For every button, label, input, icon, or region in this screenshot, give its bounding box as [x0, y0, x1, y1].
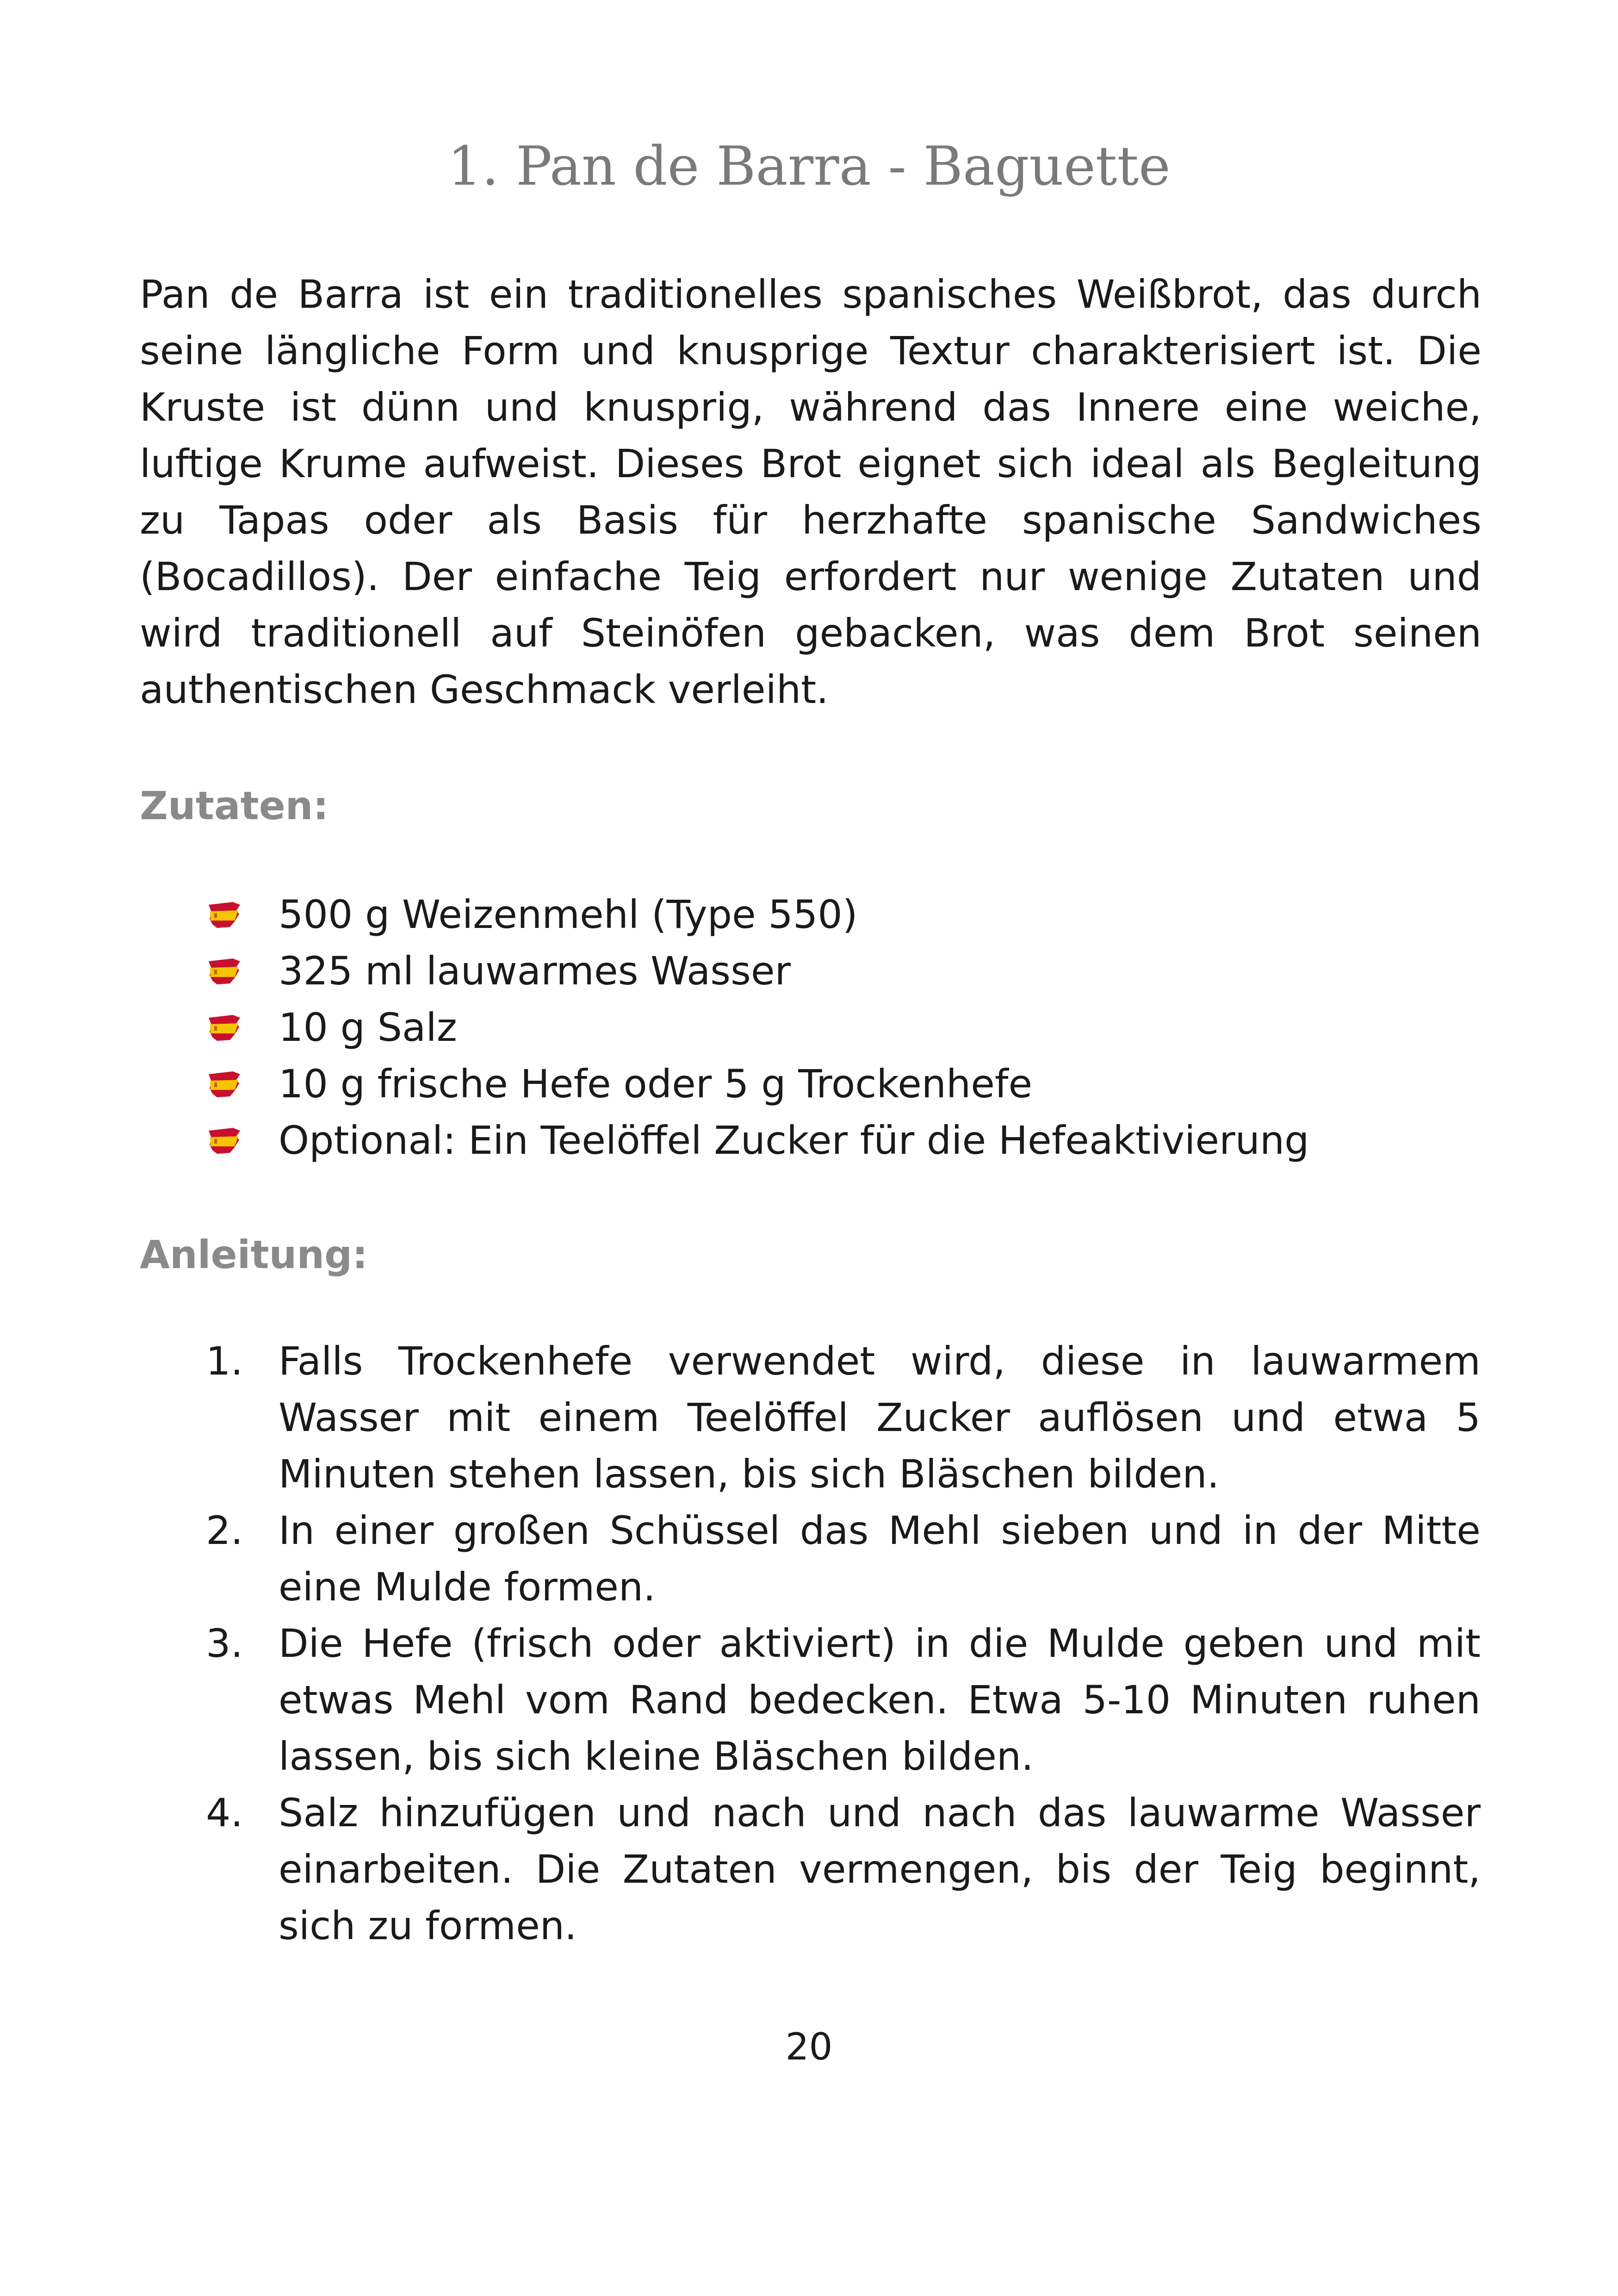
ingredient-text: 500 g Weizenmehl (Type 550)	[279, 892, 858, 937]
ingredient-text: 10 g Salz	[279, 1005, 457, 1050]
list-item	[199, 1615, 1481, 1785]
ingredient-text: 325 ml lauwarmes Wasser	[279, 948, 791, 994]
step-number: 1.	[206, 1338, 243, 1384]
list-item	[199, 999, 1481, 1056]
step-text: Salz hinzufügen und nach und nach das lauwarme Wasser einarbeiten. Die Zutaten vermengen, bis der Teig beginnt, sich zu formen.	[279, 1790, 1481, 1948]
spain-map-flag-icon	[206, 957, 243, 986]
list-item	[199, 1112, 1481, 1169]
list-item	[199, 886, 1481, 943]
ingredient-text: Optional: Ein Teelöffel Zucker für die Hefeaktivierung	[279, 1118, 1309, 1163]
page-title: 1. Pan de Barra - Baguette	[447, 135, 1171, 198]
page-number: 20	[785, 2025, 833, 2068]
instructions-list	[199, 1333, 1481, 1954]
step-text: Die Hefe (frisch oder aktiviert) in die Mulde geben und mit etwas Mehl vom Rand bedecken. Etwa 5-10 Minuten ruhen lassen, bis sich kleine Bläschen bilden.	[279, 1621, 1481, 1779]
spain-map-flag-icon	[206, 900, 243, 930]
spain-map-flag-icon	[206, 1126, 243, 1156]
step-number: 4.	[206, 1790, 243, 1836]
list-item	[199, 1333, 1481, 1502]
step-number: 2.	[206, 1508, 243, 1553]
instructions-heading: Anleitung:	[140, 1232, 368, 1277]
spain-map-flag-icon	[206, 1070, 243, 1099]
step-number: 3.	[206, 1621, 243, 1666]
step-text: In einer großen Schüssel das Mehl sieben und in der Mitte eine Mulde formen.	[279, 1508, 1481, 1610]
list-item	[199, 1502, 1481, 1615]
ingredients-list	[199, 886, 1481, 1169]
list-item	[199, 943, 1481, 999]
step-text: Falls Trockenhefe verwendet wird, diese in lauwarmem Wasser mit einem Teelöffel Zucker auflösen und etwa 5 Minuten stehen lassen, bis sich Bläschen bilden.	[279, 1338, 1481, 1497]
ingredients-heading: Zutaten:	[140, 783, 329, 828]
ingredient-text: 10 g frische Hefe oder 5 g Trockenhefe	[279, 1061, 1033, 1107]
spain-map-flag-icon	[206, 1013, 243, 1043]
list-item	[199, 1056, 1481, 1112]
list-item	[199, 1785, 1481, 1954]
intro-paragraph: Pan de Barra ist ein traditionelles spanisches Weißbrot, das durch seine längliche Form und knusprige Textur charakterisiert ist. Die Kruste ist dünn und knusprig, während das Innere eine weiche, luftige Krume aufweist. Dieses Brot eignet sich ideal als Begleitung zu Tapas oder als Basis für herzhafte spanische Sandwiches (Bocadillos). Der einfache Teig erfordert nur wenige Zutaten und wird traditionell auf Steinöfen gebacken, was dem Brot seinen authentischen Geschmack verleiht.	[140, 272, 1482, 712]
